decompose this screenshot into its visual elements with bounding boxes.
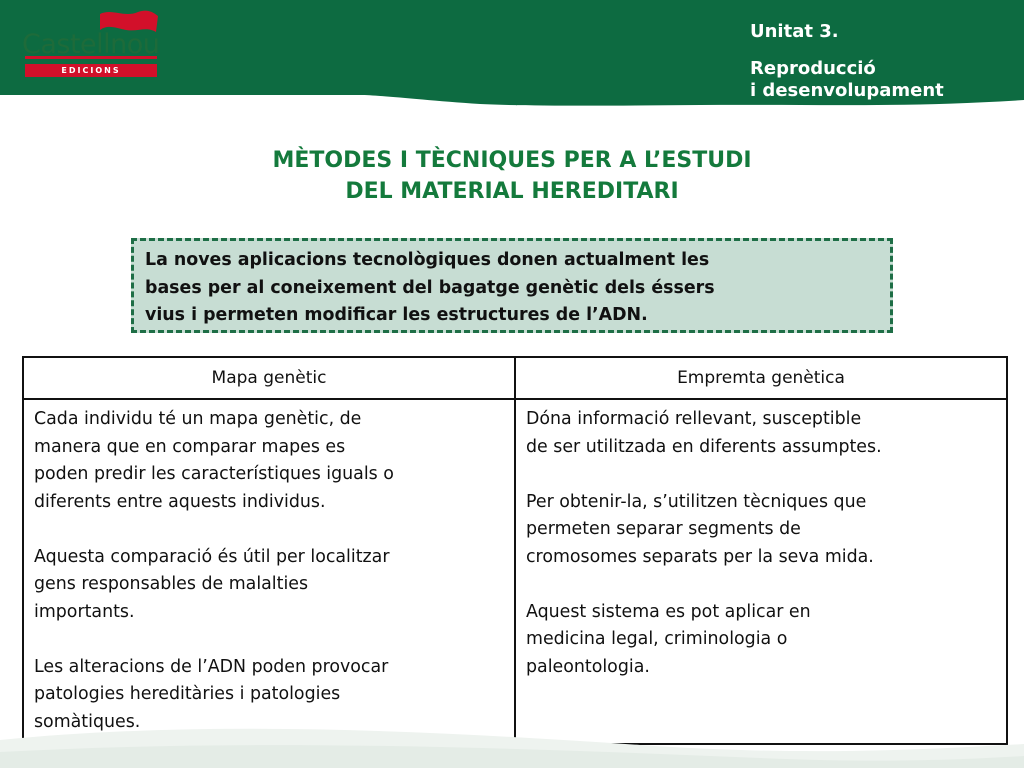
intro-line: bases per al coneixement del bagatge genètic dels éssers [145, 277, 715, 298]
unit-subject-line: Reproducció [750, 58, 876, 79]
page-title-line-2: DEL MATERIAL HEREDITARI [345, 179, 679, 204]
header-divider [24, 398, 1006, 400]
column-divider [514, 358, 516, 743]
cell-line: Dóna informació rellevant, susceptible [526, 409, 862, 429]
cell-line: permeten separar segments de [526, 519, 801, 539]
cell-line: patologies hereditàries i patologies [34, 684, 341, 704]
cell-line: de ser utilitzada en diferents assumptes. [526, 436, 882, 457]
cell-paragraph [526, 489, 882, 572]
cell-paragraph [34, 406, 394, 516]
cell-line: Per obtenir-la, s’utilitzen tècniques que [526, 491, 867, 512]
cell-paragraph [34, 544, 394, 627]
cell-line: importants. [34, 601, 135, 622]
column-header-genetic-fingerprint: Empremta genètica [677, 368, 845, 388]
cell-line: diferents entre aquests individus. [34, 491, 326, 512]
genetic-fingerprint-cell [526, 406, 882, 709]
cell-line: somàtiques. [34, 711, 141, 732]
comparison-table [22, 356, 1008, 745]
brand-sub: EDICIONS [25, 64, 157, 77]
cell-line: poden predir les característiques iguals o [34, 464, 394, 484]
cell-line: Cada individu té un mapa genètic, de [34, 409, 362, 429]
page-title-line-1: MÈTODES I TÈCNIQUES PER A L’ESTUDI [272, 148, 752, 173]
cell-line: gens responsables de malalties [34, 574, 309, 594]
cell-line: cromosomes separats per la seva mida. [526, 546, 874, 567]
unit-label: Unitat 3. [750, 21, 839, 42]
unit-subject-line: i desenvolupament [750, 80, 944, 101]
cell-line: paleontologia. [526, 656, 650, 677]
cell-line: medicina legal, criminologia o [526, 629, 788, 649]
cell-paragraph [526, 599, 882, 682]
cell-line: manera que en comparar mapes es [34, 436, 346, 457]
decorative-wave [0, 700, 1024, 768]
intro-callout [131, 238, 893, 333]
cell-paragraph [526, 406, 882, 461]
cell-line: Aquesta comparació és útil per localitzar [34, 546, 390, 567]
castellnou-logo [20, 8, 162, 80]
intro-line: La noves aplicacions tecnològiques donen actualment les [145, 250, 710, 270]
column-header-genetic-map: Mapa genètic [211, 368, 327, 388]
cell-line: Aquest sistema es pot aplicar en [526, 601, 811, 622]
cell-line: Les alteracions de l’ADN poden provocar [34, 656, 389, 677]
brand-name: Castellnou [22, 29, 160, 60]
intro-line: vius i permeten modificar les estructures de l’ADN. [145, 305, 648, 325]
unit-subject [750, 58, 944, 102]
